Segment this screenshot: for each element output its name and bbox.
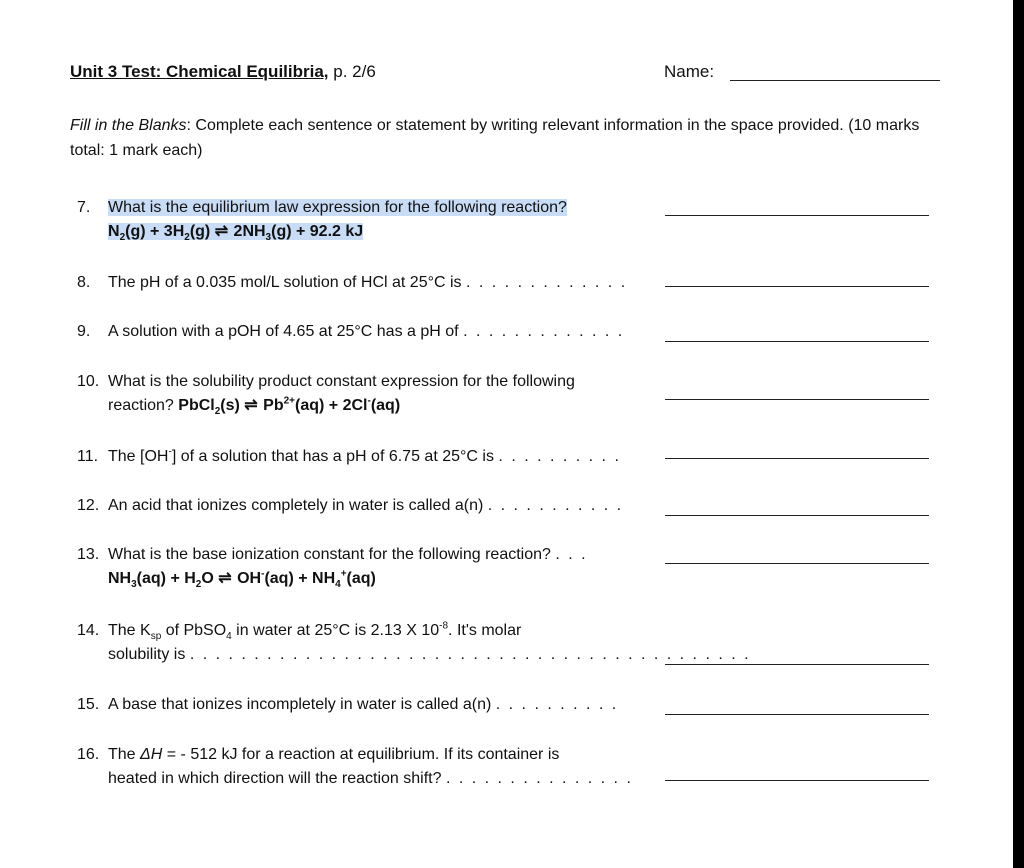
question-15: 15. A base that ionizes incompletely in water is called a(n) . . . . . . . . . .	[77, 696, 619, 713]
name-field[interactable]	[730, 80, 940, 81]
question-9: 9. A solution with a pOH of 4.65 at 25°C has a pH of . . . . . . . . . . . . .	[77, 323, 625, 340]
question-11: 11. The [OH-] of a solution that has a pH of 6.75 at 25°C is . . . . . . . . . .	[77, 446, 621, 465]
question-13-equation: $NH_3(aq) + H_2O$ ⇌ $OH^-(aq) + NH_4^+(aq)$	[108, 568, 376, 591]
answer-blank-13[interactable]	[665, 563, 929, 564]
question-10-equation: PbCl$_2$(s) ⇌ $Pb^{2+}(aq) + 2Cl^-(aq)$	[178, 395, 401, 418]
answer-blank-12[interactable]	[665, 515, 929, 516]
answer-blank-16[interactable]	[665, 780, 929, 781]
answer-blank-9[interactable]	[665, 341, 929, 342]
question-10: 10. What is the solubility product constant expression for the following reaction? PbCl$_2$(s) ⇌ $Pb^{2+}(aq) + 2Cl^-(aq)$	[77, 373, 575, 418]
question-8: 8. The pH of a 0.035 mol/L solution of HCl at 25°C is . . . . . . . . . . . . .	[77, 274, 628, 291]
question-14: 14. The $K_{sp}$ of PbSO$_4$ in water at 25°C is 2.13 X $10^{-8}$. It's molar solubility is . . . . . . . . . . . . . . . . . . . . . . . . . . . . . . . . . . . . . . . . . . . .	[77, 620, 751, 663]
question-16: 16. The ΔH = - 512 kJ for a reaction at equilibrium. If its container is heated in which direction will the reaction shift? . . . . . . . . . . . . . . .	[77, 746, 633, 787]
question-13: 13. What is the base ionization constant for the following reaction? . . . $NH_3(aq) + H_2O$ ⇌ $OH^-(aq) + NH_4^+(aq)$	[77, 546, 588, 591]
name-label: Name:	[664, 62, 715, 81]
answer-blank-11[interactable]	[665, 458, 929, 459]
question-7-equation: $N_2(g) + 3H_2(g)$ ⇌ $2NH_3(g) + 92.2$ kJ	[108, 223, 364, 244]
answer-blank-10[interactable]	[665, 399, 929, 400]
question-7: 7. What is the equilibrium law expression for the following reaction? $N_2(g) + 3H_2(g)$ ⇌ $2NH_3(g) + 92.2$ kJ	[77, 199, 567, 244]
question-12: 12. An acid that ionizes completely in water is called a(n) . . . . . . . . . . .	[77, 497, 624, 514]
page-title: Unit 3 Test: Chemical Equilibria, p. 2/6	[70, 62, 376, 81]
question-7-text: What is the equilibrium law expression for the following reaction?	[108, 199, 567, 216]
answer-blank-14[interactable]	[665, 664, 929, 665]
question-11-text: The [OH-] of a solution that has a pH of 6.75 at 25°C is	[108, 446, 494, 465]
question-14-text: The $K_{sp}$ of PbSO$_4$ in water at 25°C is 2.13 X $10^{-8}$. It's molar	[108, 620, 522, 643]
answer-blank-15[interactable]	[665, 714, 929, 715]
answer-blank-7[interactable]	[665, 215, 929, 216]
answer-blank-8[interactable]	[665, 286, 929, 287]
instructions: Fill in the Blanks: Complete each sentence or statement by writing relevant information in the space provided. (10 marks total: 1 mark each)	[70, 117, 920, 159]
question-16-text: The ΔH = - 512 kJ for a reaction at equilibrium. If its container is	[108, 746, 560, 763]
